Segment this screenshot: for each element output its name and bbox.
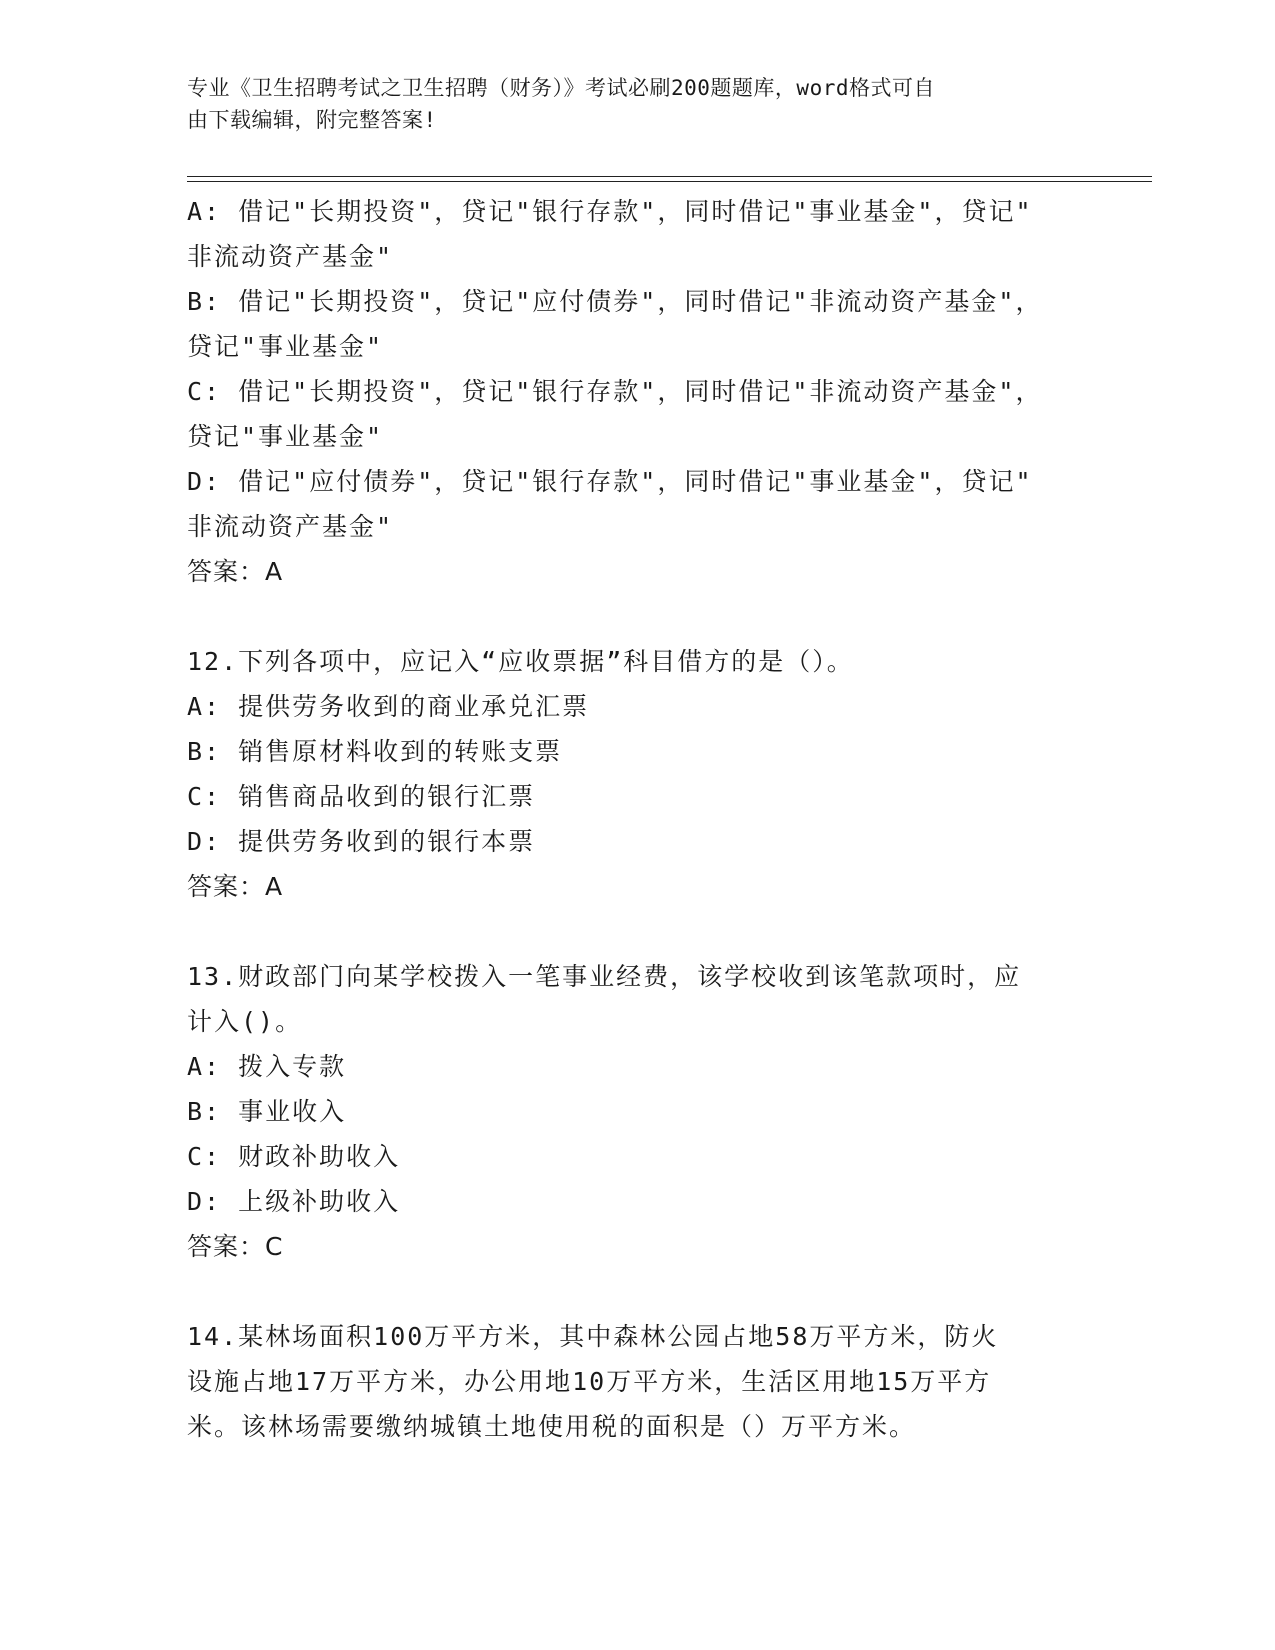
question-14-text-line-1: 14.某林场面积100万平方米，其中森林公园占地58万平方米，防火 xyxy=(187,1322,999,1351)
header-line-2: 由下载编辑，附完整答案! xyxy=(187,108,437,132)
question-14-text-line-3: 米。该林场需要缴纳城镇土地使用税的面积是（）万平方米。 xyxy=(187,1412,917,1441)
page-header xyxy=(187,72,1067,136)
document-body xyxy=(187,189,1087,1449)
header-line-1: 专业《卫生招聘考试之卫生招聘（财务）》考试必刷200题题库，word格式可自 xyxy=(187,76,935,100)
question-13-text-line-1: 13.财政部门向某学校拨入一笔事业经费，该学校收到该笔款项时，应 xyxy=(187,962,1022,991)
option-b-line-1: B: 借记"长期投资"，贷记"应付债券"，同时借记"非流动资产基金"， xyxy=(187,287,1043,316)
spacer xyxy=(187,909,1087,954)
option-a-line-1: A: 借记"长期投资"，贷记"银行存款"，同时借记"事业基金"，贷记" xyxy=(187,197,1033,226)
question-12-text: 12.下列各项中，应记入“应收票据”科目借方的是（）。 xyxy=(187,647,854,676)
option-d-line-2: 非流动资产基金" xyxy=(187,512,394,541)
option-a-line-2: 非流动资产基金" xyxy=(187,242,394,271)
option-c-line-2: 贷记"事业基金" xyxy=(187,422,384,451)
option-d-line-1: D: 借记"应付债券"，贷记"银行存款"，同时借记"事业基金"，贷记" xyxy=(187,467,1033,496)
question-12 xyxy=(187,639,1087,909)
option-c-line-1: C: 借记"长期投资"，贷记"银行存款"，同时借记"非流动资产基金"， xyxy=(187,377,1043,406)
option-b: B: 事业收入 xyxy=(187,1097,347,1126)
option-a: A: 提供劳务收到的商业承兑汇票 xyxy=(187,692,590,721)
option-d: D: 上级补助收入 xyxy=(187,1187,401,1216)
question-13 xyxy=(187,954,1087,1269)
question-14 xyxy=(187,1314,1087,1449)
question-14-text-line-2: 设施占地17万平方米，办公用地10万平方米，生活区用地15万平方 xyxy=(187,1367,992,1396)
question-11-options xyxy=(187,189,1087,594)
option-c: C: 财政补助收入 xyxy=(187,1142,401,1171)
question-13-text-line-2: 计入()。 xyxy=(187,1007,303,1036)
spacer xyxy=(187,594,1087,639)
option-b-line-2: 贷记"事业基金" xyxy=(187,332,384,361)
option-c: C: 销售商品收到的银行汇票 xyxy=(187,782,536,811)
header-divider-bottom xyxy=(187,181,1152,182)
option-d: D: 提供劳务收到的银行本票 xyxy=(187,827,536,856)
answer-11: 答案：A xyxy=(187,557,284,586)
answer-12: 答案：A xyxy=(187,872,284,901)
option-b: B: 销售原材料收到的转账支票 xyxy=(187,737,563,766)
header-divider-top xyxy=(187,176,1152,177)
spacer xyxy=(187,1269,1087,1314)
option-a: A: 拨入专款 xyxy=(187,1052,347,1081)
answer-13: 答案：C xyxy=(187,1232,284,1261)
